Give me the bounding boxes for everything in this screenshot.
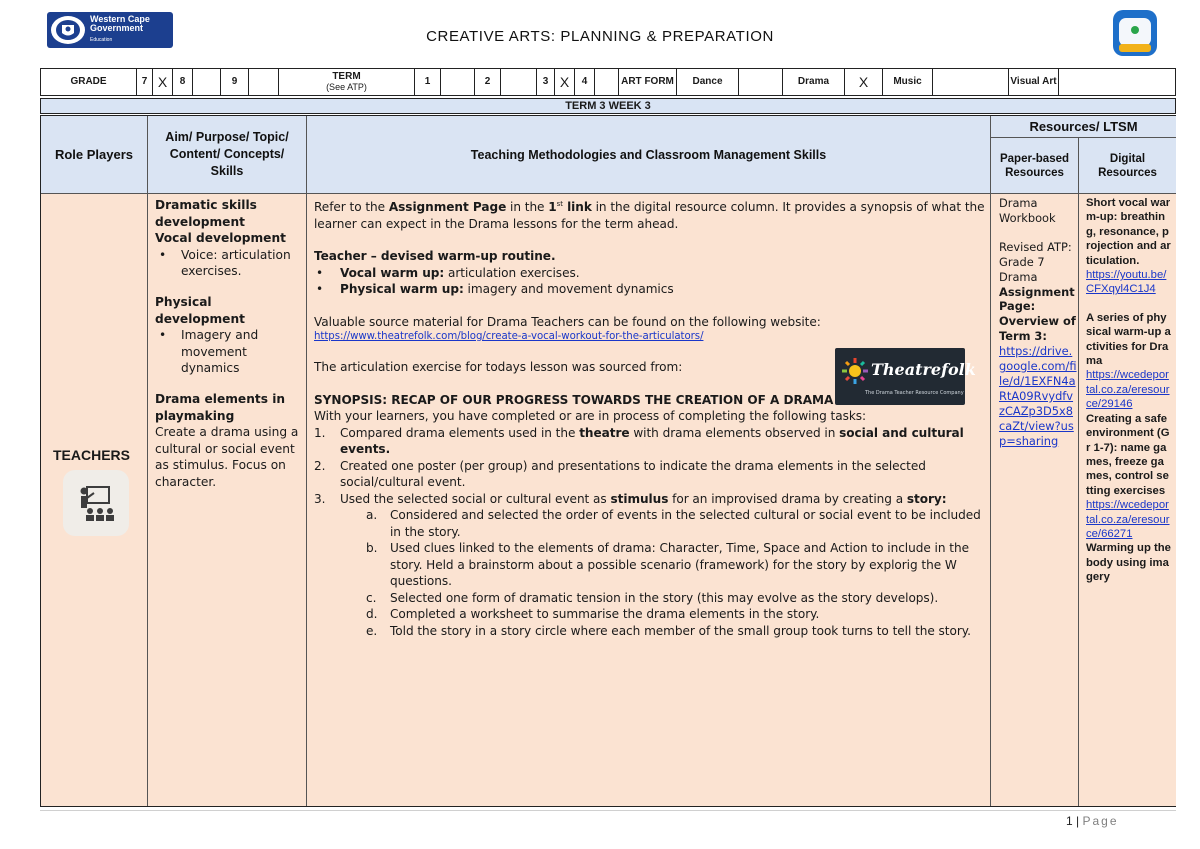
grade-9-mark — [249, 69, 279, 95]
task-item-1: 1. Compared drama elements used in the theatre with drama elements observed in social and cultural events. — [314, 425, 964, 457]
term-3-mark: X — [555, 69, 575, 95]
theatrefolk-tagline: The Drama Teacher Resource Company — [865, 390, 964, 396]
youtube-link[interactable]: https://youtu.be/CFXqyl4C1J4 — [1086, 269, 1167, 296]
visual-art-mark — [1059, 69, 1175, 95]
paper-drama-workbook: Drama Workbook — [999, 196, 1056, 225]
term-2: 2 — [475, 69, 501, 95]
drama-mark: X — [845, 69, 883, 95]
warmup-title: Teacher – devised warm-up routine. — [314, 249, 556, 264]
subtask-e: e. Told the story in a story circle where each member of the small group took turns to tell the story. — [366, 623, 971, 638]
aim-heading-physical: Physical development — [155, 294, 245, 326]
digital-physical-warmup: A series of physical warm-up activities for Drama — [1086, 311, 1171, 368]
theatrefolk-name: Theatrefolk — [871, 360, 976, 379]
term-1: 1 — [415, 69, 441, 95]
role-players-header: Role Players — [41, 116, 148, 194]
digital-warming-up-body: Warming up the body using imagery — [1086, 542, 1171, 584]
logo-department: Education — [90, 37, 113, 43]
footer-divider — [40, 810, 1176, 811]
dance-label: Dance — [677, 69, 739, 95]
art-form-label: ART FORM — [619, 69, 677, 95]
visual-art-label: Visual Art — [1009, 69, 1059, 95]
grade-7: 7 — [137, 69, 153, 95]
intro-paragraph: Refer to the Assignment Page in the 1st link in the digital resource column. It provides a synopsis of what the learner can expect in the Drama lessons for the term ahead. — [314, 200, 985, 231]
grade-label: GRADE — [41, 69, 137, 95]
aim-heading-vocal: Vocal development — [155, 231, 286, 246]
paper-revised-atp: Revised ATP: Grade 7 Drama — [999, 239, 1072, 284]
term-label-cell — [279, 69, 415, 95]
music-mark — [933, 69, 1009, 95]
grade-9: 9 — [221, 69, 249, 95]
task-item-3: 3. Used the selected social or cultural event as stimulus for an improvised drama by creating a story: — [314, 491, 947, 506]
synopsis-intro: With your learners, you have completed or are in process of completing the following tasks: — [314, 409, 867, 424]
term-4: 4 — [575, 69, 595, 95]
aim-drama-description: Create a drama using a cultural or social event as stimulus. Focus on character. — [155, 425, 299, 489]
digital-safe-environment: Creating a safe environment (Gr 1-7): name games, freeze games, control setting exercises — [1086, 412, 1170, 497]
grade-term-row — [40, 68, 1176, 96]
paper-assignment-page: Assignment Page: Overview of Term 3: — [999, 284, 1076, 344]
digital-resources-header: Digital Resources — [1079, 138, 1176, 194]
logo-line-1: Western Cape — [90, 14, 150, 24]
lesson-plan-table — [40, 115, 1176, 807]
aim-content — [155, 197, 303, 491]
resources-header: Resources/ LTSM — [991, 116, 1176, 138]
aim-heading-dramatic-skills: Dramatic skills development — [155, 198, 257, 229]
theatrefolk-sun-icon — [840, 356, 870, 386]
wcedeportal-link-66271[interactable]: https://wcedeportal.co.za/eresource/66271 — [1086, 499, 1170, 540]
theatrefolk-logo — [835, 348, 976, 405]
teacher-classroom-icon — [63, 470, 129, 536]
aim-bullet-voice: • Voice: articulation exercises. — [155, 247, 303, 280]
music-label: Music — [883, 69, 933, 95]
paper-resources-header: Paper-based Resources — [991, 138, 1079, 194]
paper-resources-content — [999, 196, 1077, 449]
source-text: Valuable source material for Drama Teachers can be found on the following website: — [314, 314, 821, 329]
grade-8-mark — [193, 69, 221, 95]
term-sub: (See ATP) — [326, 82, 367, 92]
teaching-header: Teaching Methodologies and Classroom Management Skills — [307, 116, 991, 194]
subtask-a: a. Considered and selected the order of events in the selected cultural or social event to be included in the story. — [366, 508, 981, 539]
task-item-2: 2. Created one poster (per group) and presentations to indicate the drama elements in the selected social/cultural event. — [314, 458, 926, 490]
aim-header: Aim/ Purpose/ Topic/ Content/ Concepts/ Skills — [148, 116, 307, 194]
logo-line-2: Government — [90, 23, 144, 33]
subtask-d: d. Completed a worksheet to summarise the drama elements in the story. — [366, 607, 820, 622]
quality-learning-badge-icon — [1110, 6, 1160, 60]
grade-7-mark: X — [153, 69, 173, 95]
term-label: TERM — [332, 71, 361, 82]
subtask-c: c. Selected one form of dramatic tension in the story (this may evolve as the story develops). — [366, 590, 939, 605]
aim-heading-drama-elements: Drama elements in playmaking — [155, 391, 286, 423]
wcedeportal-link-29146[interactable]: https://wcedeportal.co.za/eresource/29146 — [1086, 369, 1170, 411]
digital-resources-content — [1086, 196, 1172, 585]
theatrefolk-link[interactable]: https://www.theatrefolk.com/blog/create-a-vocal-workout-for-the-articulators/ — [314, 331, 704, 343]
term-1-mark — [441, 69, 475, 95]
aim-bullet-imagery: • Imagery and movement dynamics — [155, 327, 303, 377]
assignment-page-link[interactable]: https://drive.google.com/file/d/1EXFN4aRtA09RvydfvzCAZp3D5x8caZt/view?usp=sharing — [999, 344, 1077, 448]
term-2-mark — [501, 69, 537, 95]
digital-vocal-warmup: Short vocal warm-up: breathing, resonance, projection and articulation. — [1086, 197, 1171, 267]
subtask-b: b. Used clues linked to the elements of drama: Character, Time, Space and Action to include in the story. Held a brainstorm about a possible scenario (framework) for the story by explorig the W questions. — [366, 541, 969, 589]
grade-8: 8 — [173, 69, 193, 95]
warmup-vocal: • Vocal warm up: articulation exercises. — [314, 265, 994, 282]
teaching-content — [314, 196, 994, 639]
drama-label: Drama — [783, 69, 845, 95]
synopsis-title: SYNOPSIS: RECAP OF OUR PROGRESS TOWARDS THE CREATION OF A DRAMA — [314, 392, 834, 407]
role-name: TEACHERS — [53, 447, 131, 463]
term-4-mark — [595, 69, 619, 95]
document-title: CREATIVE ARTS: PLANNING & PREPARATION — [426, 28, 774, 45]
sourced-from-text: The articulation exercise for todays lesson was sourced from: — [314, 360, 683, 375]
dance-mark — [739, 69, 783, 95]
term-week-banner: TERM 3 WEEK 3 — [40, 98, 1176, 114]
page-number: 1 | Page — [1066, 814, 1119, 828]
term-3: 3 — [537, 69, 555, 95]
warmup-physical: • Physical warm up: imagery and movement dynamics — [314, 281, 994, 298]
